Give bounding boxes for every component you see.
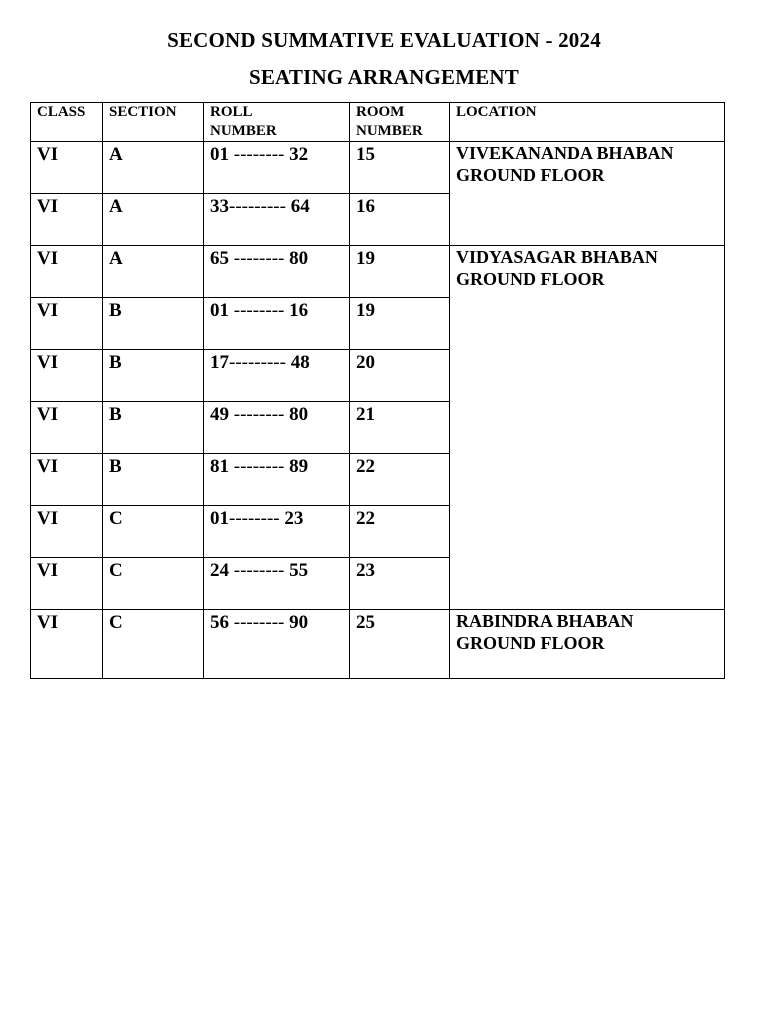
cell-roll-range bbox=[204, 558, 350, 610]
cell-roll-range bbox=[204, 194, 350, 246]
cell-class: VI bbox=[31, 350, 103, 402]
cell-room: 22 bbox=[350, 454, 450, 506]
cell-section: A bbox=[103, 246, 204, 298]
cell-class: VI bbox=[31, 298, 103, 350]
cell-roll-range bbox=[204, 402, 350, 454]
cell-room: 15 bbox=[350, 142, 450, 194]
table-row bbox=[31, 142, 725, 194]
roll-from: 49 bbox=[210, 404, 229, 425]
cell-location bbox=[450, 142, 725, 246]
header-roll-line2: NUMBER bbox=[210, 123, 277, 139]
cell-roll-range bbox=[204, 298, 350, 350]
roll-to: 90 bbox=[289, 612, 309, 633]
location-building: RABINDRA BHABAN bbox=[456, 611, 634, 631]
header-class: CLASS bbox=[31, 103, 103, 142]
header-row bbox=[31, 103, 725, 142]
roll-to: 48 bbox=[290, 352, 310, 373]
header-section: SECTION bbox=[103, 103, 204, 142]
cell-section: B bbox=[103, 454, 204, 506]
cell-class: VI bbox=[31, 454, 103, 506]
cell-room: 19 bbox=[350, 298, 450, 350]
document-subtitle: SEATING ARRANGEMENT bbox=[248, 65, 520, 89]
location-floor: GROUND FLOOR bbox=[456, 165, 605, 185]
roll-from: 17 bbox=[210, 352, 229, 373]
cell-roll-range bbox=[204, 610, 350, 679]
roll-separator: -------- bbox=[229, 300, 290, 321]
header-room-line2: NUMBER bbox=[356, 123, 423, 139]
location-floor: GROUND FLOOR bbox=[456, 269, 605, 289]
roll-separator: -------- bbox=[229, 404, 290, 425]
cell-class: VI bbox=[31, 402, 103, 454]
roll-separator: --------- bbox=[229, 352, 291, 373]
cell-class: VI bbox=[31, 558, 103, 610]
cell-roll-range bbox=[204, 142, 350, 194]
cell-location bbox=[450, 246, 725, 610]
roll-from: 81 bbox=[210, 456, 229, 477]
cell-room: 22 bbox=[350, 506, 450, 558]
table-row bbox=[31, 610, 725, 679]
location-building: VIDYASAGAR BHABAN bbox=[456, 247, 658, 267]
roll-from: 01 bbox=[210, 144, 229, 165]
cell-room: 20 bbox=[350, 350, 450, 402]
document-title: SECOND SUMMATIVE EVALUATION - 2024 bbox=[167, 28, 601, 52]
cell-section: A bbox=[103, 194, 204, 246]
roll-from: 65 bbox=[210, 248, 229, 269]
roll-to: 16 bbox=[289, 300, 309, 321]
cell-section: C bbox=[103, 610, 204, 679]
cell-class: VI bbox=[31, 246, 103, 298]
cell-room: 23 bbox=[350, 558, 450, 610]
cell-class: VI bbox=[31, 506, 103, 558]
header-room-line1: ROOM bbox=[356, 104, 405, 120]
roll-separator: -------- bbox=[229, 456, 290, 477]
header-roll-line1: ROLL bbox=[210, 104, 253, 120]
roll-from: 24 bbox=[210, 560, 229, 581]
roll-to: 89 bbox=[289, 456, 309, 477]
cell-class: VI bbox=[31, 194, 103, 246]
cell-section: B bbox=[103, 350, 204, 402]
cell-section: C bbox=[103, 506, 204, 558]
roll-separator: -------- bbox=[229, 144, 290, 165]
roll-from: 01 bbox=[210, 508, 229, 529]
roll-separator: -------- bbox=[229, 612, 290, 633]
cell-roll-range bbox=[204, 246, 350, 298]
cell-roll-range bbox=[204, 350, 350, 402]
cell-class: VI bbox=[31, 610, 103, 679]
cell-roll-range bbox=[204, 454, 350, 506]
cell-room: 25 bbox=[350, 610, 450, 679]
cell-room: 21 bbox=[350, 402, 450, 454]
cell-section: C bbox=[103, 558, 204, 610]
cell-section: B bbox=[103, 402, 204, 454]
roll-to: 64 bbox=[290, 196, 310, 217]
roll-separator: --------- bbox=[229, 196, 291, 217]
roll-separator: -------- bbox=[229, 248, 290, 269]
roll-to: 32 bbox=[289, 144, 309, 165]
cell-room: 16 bbox=[350, 194, 450, 246]
roll-to: 80 bbox=[289, 248, 309, 269]
cell-location bbox=[450, 610, 725, 679]
location-building: VIVEKANANDA BHABAN bbox=[456, 143, 674, 163]
roll-to: 23 bbox=[284, 508, 304, 529]
cell-roll-range bbox=[204, 506, 350, 558]
roll-to: 55 bbox=[289, 560, 309, 581]
cell-section: B bbox=[103, 298, 204, 350]
cell-section: A bbox=[103, 142, 204, 194]
table-row bbox=[31, 246, 725, 298]
header-roll-number bbox=[204, 103, 350, 142]
roll-separator: -------- bbox=[229, 560, 290, 581]
cell-class: VI bbox=[31, 142, 103, 194]
roll-separator: -------- bbox=[229, 508, 285, 529]
header-room-number bbox=[350, 103, 450, 142]
roll-from: 56 bbox=[210, 612, 229, 633]
roll-from: 33 bbox=[210, 196, 229, 217]
location-floor: GROUND FLOOR bbox=[456, 633, 605, 653]
seating-table bbox=[30, 102, 725, 679]
roll-to: 80 bbox=[289, 404, 309, 425]
header-location: LOCATION bbox=[450, 103, 725, 142]
cell-room: 19 bbox=[350, 246, 450, 298]
roll-from: 01 bbox=[210, 300, 229, 321]
